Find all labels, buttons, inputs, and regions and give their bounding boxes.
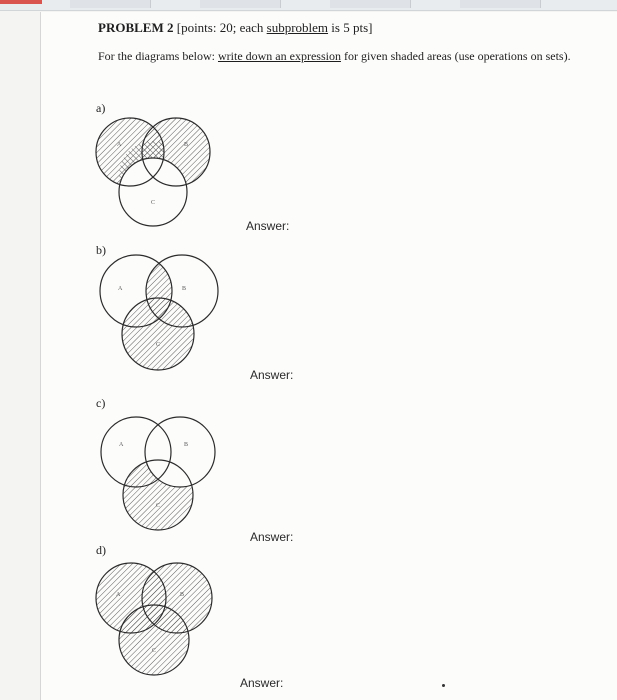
venn-a	[96, 118, 210, 226]
venn-d-label-b: B	[180, 592, 185, 598]
venn-c-label-c: C	[156, 503, 161, 509]
venn-b-label-c: C	[156, 342, 161, 348]
subproblem-word: subproblem	[266, 20, 329, 35]
intro-underlined: write down an expression	[217, 49, 341, 63]
venn-b	[100, 255, 218, 370]
part-b-label: b)	[96, 243, 106, 257]
venn-b-label-b: B	[182, 286, 187, 292]
venn-d-label-a: A	[116, 592, 121, 598]
venn-a-label-b: B	[184, 142, 189, 148]
venn-d-label-c: C	[152, 648, 157, 654]
part-d-label: d)	[96, 543, 106, 557]
intro-rest: for given shaded areas (use operations on sets).	[340, 49, 571, 63]
part-c-label: c)	[96, 396, 106, 410]
venn-a-label-c: C	[151, 200, 156, 206]
venn-c-label-b: B	[184, 442, 189, 448]
venn-c-label-a: A	[119, 442, 124, 448]
part-a-label: a)	[96, 101, 106, 115]
problem-heading: PROBLEM 2	[98, 20, 174, 35]
venn-c	[101, 417, 215, 530]
points-tail: is 5 pts]	[328, 20, 373, 35]
venn-d	[96, 563, 212, 675]
points-text: [points: 20; each	[176, 20, 267, 35]
part-c-answer: Answer:	[250, 530, 294, 544]
venn-a-label-a: A	[117, 142, 122, 148]
part-b-answer: Answer:	[250, 368, 294, 382]
venn-b-label-a: A	[118, 286, 123, 292]
intro-lead: For the diagrams below:	[98, 49, 218, 63]
part-a-answer: Answer:	[246, 219, 290, 233]
part-d-answer: Answer:	[240, 676, 284, 690]
